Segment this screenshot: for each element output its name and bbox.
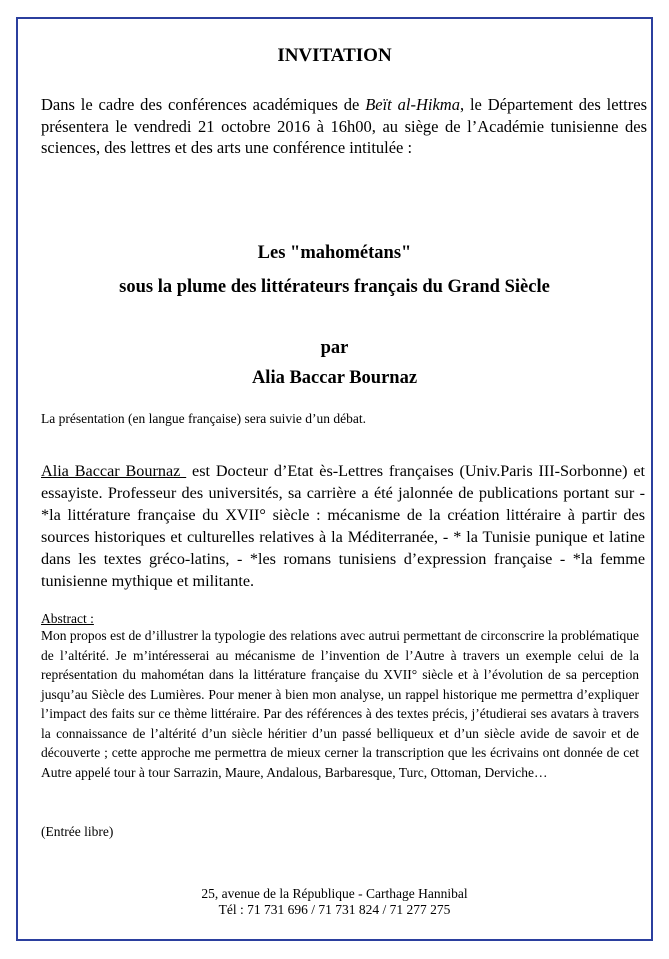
entry-note: (Entrée libre) — [41, 824, 114, 839]
footer-address: 25, avenue de la République - Carthage Hannibal — [201, 886, 468, 901]
speaker-name: Alia Baccar Bournaz — [251, 368, 418, 388]
intro-text-start: Dans le cadre des conférences académiques de — [41, 95, 366, 114]
conference-title — [0, 236, 669, 304]
invitation-heading: INVITATION — [277, 45, 392, 66]
conference-title-line-1: Les "mahométans" — [257, 243, 412, 263]
speaker-block — [0, 333, 669, 393]
bio-author-name: Alia Baccar Bournaz — [41, 462, 187, 480]
presentation-note: La présentation (en langue française) sera suivie d’un débat. — [41, 411, 366, 426]
abstract-text: Mon propos est de d’illustrer la typologie des relations avec autrui permettant de circonscrire la problématique de l’altérité. Je m’intéresserai au mécanisme de l’invention de l’Autre à travers un exemple celui de la représentation du mahométan dans la littérature française du XVII° siècle et à l’évolution de sa perception jusqu’au Siècle des Lumières. Pour mener à bien mon analyse, un rappel historique me permettra d’expliquer l’impact des faits sur ce thème littéraire. Par des références à des textes précis, j’étudierai ses avatars à travers la connaissance de l’altérité d’un siècle héritier d’un passé belliqueux et d’un siècle avide de savoir et de découverte ; cette approche me permettra de mieux cerner la transcription que les écrivains ont donnée de cet Autre appelé tour à tour Sarrazin, Maure, Andalous, Barbaresque, Turc, Ottoman, Derviche… — [41, 628, 639, 780]
by-label: par — [320, 338, 349, 358]
intro-paragraph — [41, 94, 647, 159]
speaker-bio — [41, 460, 645, 592]
bio-text: est Docteur d’Etat ès-Lettres françaises (Univ.Paris III-Sorbonne) et essayiste. Professeur des universités, sa carrière a été jalonnée de publications portant sur - *la littérature française du XVII° siècle : mécanisme de la création littéraire à partir des sources historiques et culturelles relatives à la Méditerranée, - * la Tunisie punique et latine dans les textes gréco-latins, - *les romans tunisiens d’expression française - *la femme tunisienne mythique et militante. — [41, 462, 645, 590]
footer-phone: Tél : 71 731 696 / 71 731 824 / 71 277 275 — [218, 902, 451, 917]
conference-title-line-2: sous la plume des littérateurs français du Grand Siècle — [119, 277, 550, 297]
intro-text-end: , le Département des lettres présentera le vendredi 21 octobre 2016 à 16h00, au siège de l’Académie tunisienne des sciences, des lettres et des arts une conférence intitulée : — [41, 95, 647, 157]
institution-name: Beït al-Hikma — [365, 95, 460, 114]
abstract-label: Abstract : — [41, 611, 94, 626]
footer-contact — [0, 886, 669, 918]
